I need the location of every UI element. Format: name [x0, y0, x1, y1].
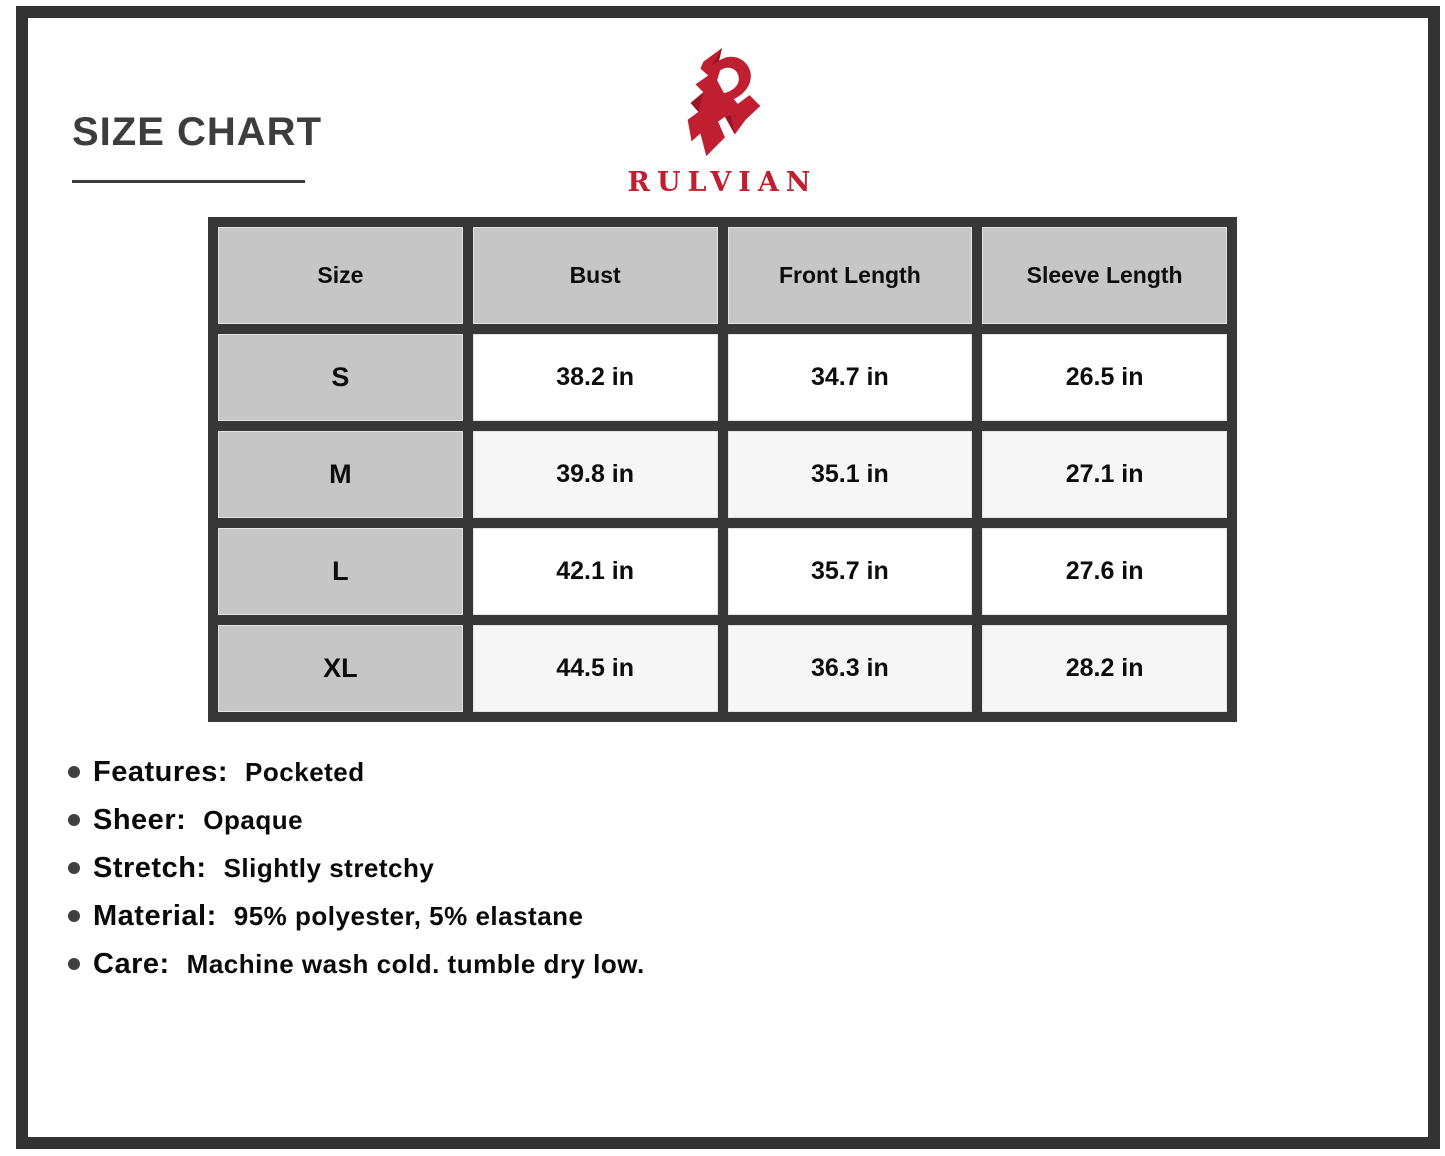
detail-item-material — [68, 892, 645, 940]
cell-front-xl: 36.3 in — [728, 625, 973, 712]
details-list — [68, 748, 645, 988]
header-front-length: Front Length — [728, 227, 973, 324]
detail-value: Slightly stretchy — [223, 852, 435, 883]
cell-sleeve-m: 27.1 in — [982, 431, 1227, 518]
bullet-icon — [68, 910, 80, 922]
detail-item-sheer — [68, 796, 645, 844]
bullet-icon — [68, 958, 80, 970]
bullet-icon — [68, 766, 80, 778]
brand-name: RULVIAN — [627, 167, 818, 198]
title-underline — [72, 180, 305, 183]
cell-front-m: 35.1 in — [728, 431, 973, 518]
brand-logo — [583, 46, 863, 198]
detail-item-stretch — [68, 844, 645, 892]
detail-value: Machine wash cold. tumble dry low. — [186, 948, 645, 979]
cell-bust-m: 39.8 in — [473, 431, 718, 518]
detail-label: Material: — [93, 899, 217, 932]
cell-size-xl: XL — [218, 625, 463, 712]
bullet-icon — [68, 814, 80, 826]
cell-front-l: 35.7 in — [728, 528, 973, 615]
detail-label: Stretch: — [93, 851, 207, 884]
page-title: SIZE CHART — [72, 110, 322, 154]
detail-label: Features: — [93, 755, 229, 788]
cell-size-s: S — [218, 334, 463, 421]
detail-label: Sheer: — [93, 803, 187, 836]
brand-logo-r-icon — [673, 46, 773, 160]
cell-sleeve-s: 26.5 in — [982, 334, 1227, 421]
detail-item-features — [68, 748, 645, 796]
cell-bust-s: 38.2 in — [473, 334, 718, 421]
detail-label: Care: — [93, 947, 170, 980]
table-row-xl — [218, 625, 1227, 712]
header-bust: Bust — [473, 227, 718, 324]
table-header-row — [218, 227, 1227, 324]
cell-size-l: L — [218, 528, 463, 615]
detail-item-care — [68, 940, 645, 988]
cell-sleeve-xl: 28.2 in — [982, 625, 1227, 712]
cell-bust-xl: 44.5 in — [473, 625, 718, 712]
title-block — [72, 112, 322, 183]
header-size: Size — [218, 227, 463, 324]
size-chart-table — [208, 217, 1237, 722]
table-row-m — [218, 431, 1227, 518]
cell-bust-l: 42.1 in — [473, 528, 718, 615]
cell-size-m: M — [218, 431, 463, 518]
cell-sleeve-l: 27.6 in — [982, 528, 1227, 615]
table-row-s — [218, 334, 1227, 421]
header-sleeve-length: Sleeve Length — [982, 227, 1227, 324]
bullet-icon — [68, 862, 80, 874]
table-row-l — [218, 528, 1227, 615]
detail-value: Opaque — [203, 804, 304, 835]
detail-value: Pocketed — [245, 756, 365, 787]
cell-front-s: 34.7 in — [728, 334, 973, 421]
detail-value: 95% polyester, 5% elastane — [233, 900, 584, 931]
